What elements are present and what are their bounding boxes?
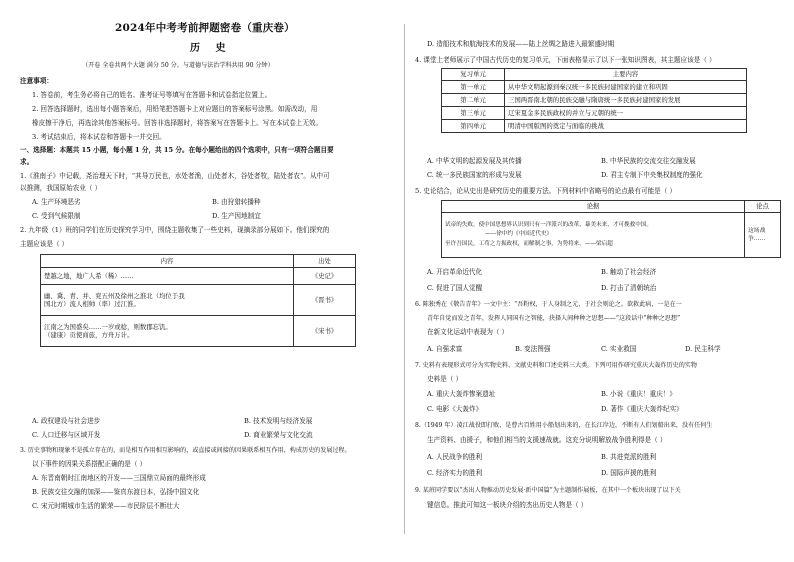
right-column [415, 0, 785, 562]
q4-header-content: 主要内容 [505, 69, 747, 81]
q5-option-b[interactable]: B. 触动了社会经济 [601, 268, 657, 276]
q6-option-b[interactable]: B. 变法图强 [515, 345, 551, 353]
q1-option-b[interactable]: B. 由狩猎转播种 [212, 198, 261, 206]
q5-header-point: 论点 [745, 201, 781, 213]
q4-option-b[interactable]: B. 中华民族的交流交往交融发展 [601, 157, 696, 165]
q4-row-2-content: 三国两晋南北朝的民族交融与隋唐统一多民族封建国家的发展 [505, 94, 747, 107]
q6-option-d[interactable]: D. 民主科学 [685, 345, 721, 353]
q5-option-a[interactable]: A. 开启革命近代化 [427, 268, 483, 276]
q2-stem-cont: 主题应该是（ ） [20, 240, 69, 248]
q2-option-c[interactable]: C. 人口迁移与区域开发 [32, 431, 101, 439]
q6-option-c[interactable]: C. 实业救国 [601, 345, 637, 353]
q9-stem: 9. 某班同学要以“杰出人物推动历史发展·新中国篇”为主题制作展板，在其中一个板块出现了以下关 [415, 487, 681, 494]
q4-stem: 4. 课堂上老师展示了中国古代历史的复习单元，下面表格显示了以下一张知识图表，其主题应该是（ ） [415, 56, 716, 64]
q5-evidence: 试帝的失败，使中国思想界认识到只有一洋派兴的改革，暴美未来，才可挽救中国。 ——徐中约《中国近代史》 至许吾国民，工苟之力振政权，而解制之事，为势将来。——梁启超 [442, 213, 745, 258]
notice-1: 1. 答卷前，考生务必将自己的姓名、准考证号等填写在答题卡和试卷指定位置上。 [32, 91, 272, 99]
q3-option-d[interactable]: D. 造船技术和航海技术的发展——陆上丝绸之路进入最繁盛时期 [427, 40, 615, 48]
section-heading-cont: 求。 [20, 158, 34, 166]
q2-table-header-source: 出处 [294, 255, 356, 268]
q8-option-c[interactable]: C. 经济实力的胜利 [427, 469, 483, 477]
q6-option-a[interactable]: A. 自强求富 [427, 345, 463, 353]
q2-table-header-content: 内容 [41, 255, 294, 268]
q4-option-c[interactable]: C. 统一多民族国家的形成与发展 [427, 171, 522, 179]
notice-2: 2. 回答选择题时，选出每小题答案后，用铅笔把答题卡上对应题目的答案标号涂黑。如需改动，用 [32, 105, 318, 113]
q7-stem-cont: 史料是（ ） [427, 375, 463, 383]
q2-row-1-content: 楚越之地，地广人希（稀）…… [41, 268, 294, 285]
q5-option-c[interactable]: C. 促进了国人觉醒 [427, 284, 483, 292]
q8-option-a[interactable]: A. 人民战争的胜利 [427, 453, 483, 461]
q2-row-2-source: 《晋书》 [294, 285, 356, 316]
q2-stem: 2. 九年级（1）班的同学们在历史探究学习中，围绕主题收集了一些史料，现摘录部分展如下。他们探究的 [20, 226, 330, 234]
q1-option-d[interactable]: D. 生产因地制宜 [212, 212, 261, 220]
q3-option-a[interactable]: A. 东晋南朝时江南地区的开发——三国鼎立局面的最终形成 [32, 474, 206, 482]
q8-stem-cont: 生产资料、由援子，和他们相当的支援速战就。这充分说明解放战争胜利得是（ ） [427, 436, 667, 444]
q2-table [40, 254, 356, 347]
q2-row-2-content: 幽、冀、青、并、兖五州及徐州之淮北（均位于我 国北方）流人相帅（率）过江淮。 [41, 285, 294, 316]
q4-row-3-unit: 第三单元 [442, 107, 505, 120]
q7-option-b[interactable]: B. 小说《重庆！重庆！》 [601, 390, 676, 398]
q6-stem-cont: 青年自觉而发之青年，发挥人同国有之智能，抉择人间种种之思想——”这段话中“种种之思想” [427, 315, 681, 322]
section-heading: 一、选择题：本题共 15 小题，每小题 1 分，共 15 分。在每小题给出的四个选项中，只有一项符合题目要 [20, 146, 334, 154]
left-column [20, 0, 390, 562]
q6-stem-cont2: 在新文化运动中表现为（ ） [427, 328, 509, 336]
q1-option-c[interactable]: C. 受到气候限制 [32, 212, 81, 220]
q8-stem: 8.（1949 年）凌江战役即打败，是曹古百姓用小船划出来的，在长江岸边，不断有人们划船出来，没有任何生 [415, 422, 713, 429]
q3-stem-cont: 以下事件的因果关系搭配正确的是（ ） [32, 460, 147, 468]
q2-option-d[interactable]: D. 商业繁荣与文化交流 [244, 431, 313, 439]
q3-stem: 3. 历史事物和现象不是孤立存在的，而是相互作用相互影响的，或直接或间接的因果联系相互作用，构成历史的发展过程。 [20, 447, 351, 454]
q2-row-3-content: 江南之为国盛矣……一岁或稔，则数郡忘饥。 （建康）贡使商旅，方舟万计。 [41, 316, 294, 347]
paper-title: 2024年中考考前押题密卷（重庆卷） [115, 22, 295, 34]
q3-option-c[interactable]: C. 宋元时期城市生活的繁荣——市民阶层不断壮大 [32, 502, 180, 510]
q7-option-a[interactable]: A. 重庆大轰炸惨案遗址 [427, 390, 496, 398]
q5-point: 这场战 争…… [745, 213, 781, 258]
notice-2-cont: 橡皮擦干净后，再选涂其他答案标号。回答非选择题时，将答案写在答题卡上。写在本试卷上无效。 [32, 119, 323, 127]
q3-option-b[interactable]: B. 民族交往交融的加深——鉴真东渡日本，弘扬中国文化 [32, 488, 200, 496]
q5-option-d[interactable]: D. 打击了清朝统治 [601, 284, 657, 292]
q6-stem: 6. 陈独秀在《敬告青年》一文中主：“吾粉权，于人身制之元，于社会则论之。欲救此病，一是在一 [415, 301, 682, 308]
q2-option-a[interactable]: A. 政权建设与社会进步 [32, 417, 101, 425]
q2-row-3-source: 《宋书》 [294, 316, 356, 347]
q4-row-2-unit: 第二单元 [442, 94, 505, 107]
q5-header-evidence: 论据 [442, 201, 745, 213]
q8-option-b[interactable]: B. 共进党派的胜利 [601, 453, 657, 461]
column-divider [404, 24, 405, 534]
exam-meta: （开卷 全卷共两个大题 满分 50 分。与道德与法治学科共用 90 分钟） [82, 62, 274, 69]
notice-heading: 注意事项： [20, 77, 53, 85]
q4-row-3-content: 辽宋夏金多民族政权的并立与元朝的统一 [505, 107, 747, 120]
q5-table [441, 200, 781, 258]
q4-header-unit: 复习单元 [442, 69, 505, 81]
notice-3: 3. 考试结束后，将本试卷和答题卡一并交回。 [32, 133, 166, 141]
q9-stem-cont: 键信息。推此可知这一板块介绍的杰出历史人物是（ ） [427, 501, 588, 509]
q8-option-d[interactable]: D. 国际声援的胜利 [601, 469, 657, 477]
q4-option-a[interactable]: A. 中华文明的起源发展及其传播 [427, 157, 522, 165]
q7-stem: 7. 史料有表现形式可分为实物史料、文献史料和口述史料三大类。下列可用作研究重庆大轰炸历史的实物 [415, 362, 697, 369]
q2-option-b[interactable]: B. 技术发明与经济发展 [244, 417, 313, 425]
q5-stem: 5. 史论结合，论从史出是研究历史的重要方法。下列材料中省略号的论点最有可能是（ ） [415, 187, 677, 195]
q4-option-d[interactable]: D. 君主专制下中央集权制度的强化 [601, 171, 703, 179]
subject-title: 历 史 [190, 43, 232, 54]
q4-row-4-unit: 第四单元 [442, 120, 505, 133]
q1-option-a[interactable]: A. 生产环境恶劣 [32, 198, 81, 206]
q7-option-d[interactable]: D. 著作《重庆大轰炸纪实》 [601, 405, 683, 413]
q4-row-1-unit: 第一单元 [442, 81, 505, 94]
q1-stem: 1.《淮南子》中记载，尧治理天下时，“其导万民也，水处者渔，山处者木，谷处者牧，陆处者农”。从中可 [20, 172, 330, 180]
q4-table [441, 68, 747, 133]
q4-row-4-content: 明清中国版图的奠定与面临的挑战 [505, 120, 747, 133]
q7-option-c[interactable]: C. 电影《大轰炸》 [427, 405, 483, 413]
q2-row-1-source: 《史记》 [294, 268, 356, 285]
q1-stem-cont: 以推测，我国原始农业（ ） [20, 184, 102, 192]
q4-row-1-content: 从中华文明起源到秦汉统一多民族封建国家的建立和巩固 [505, 81, 747, 94]
